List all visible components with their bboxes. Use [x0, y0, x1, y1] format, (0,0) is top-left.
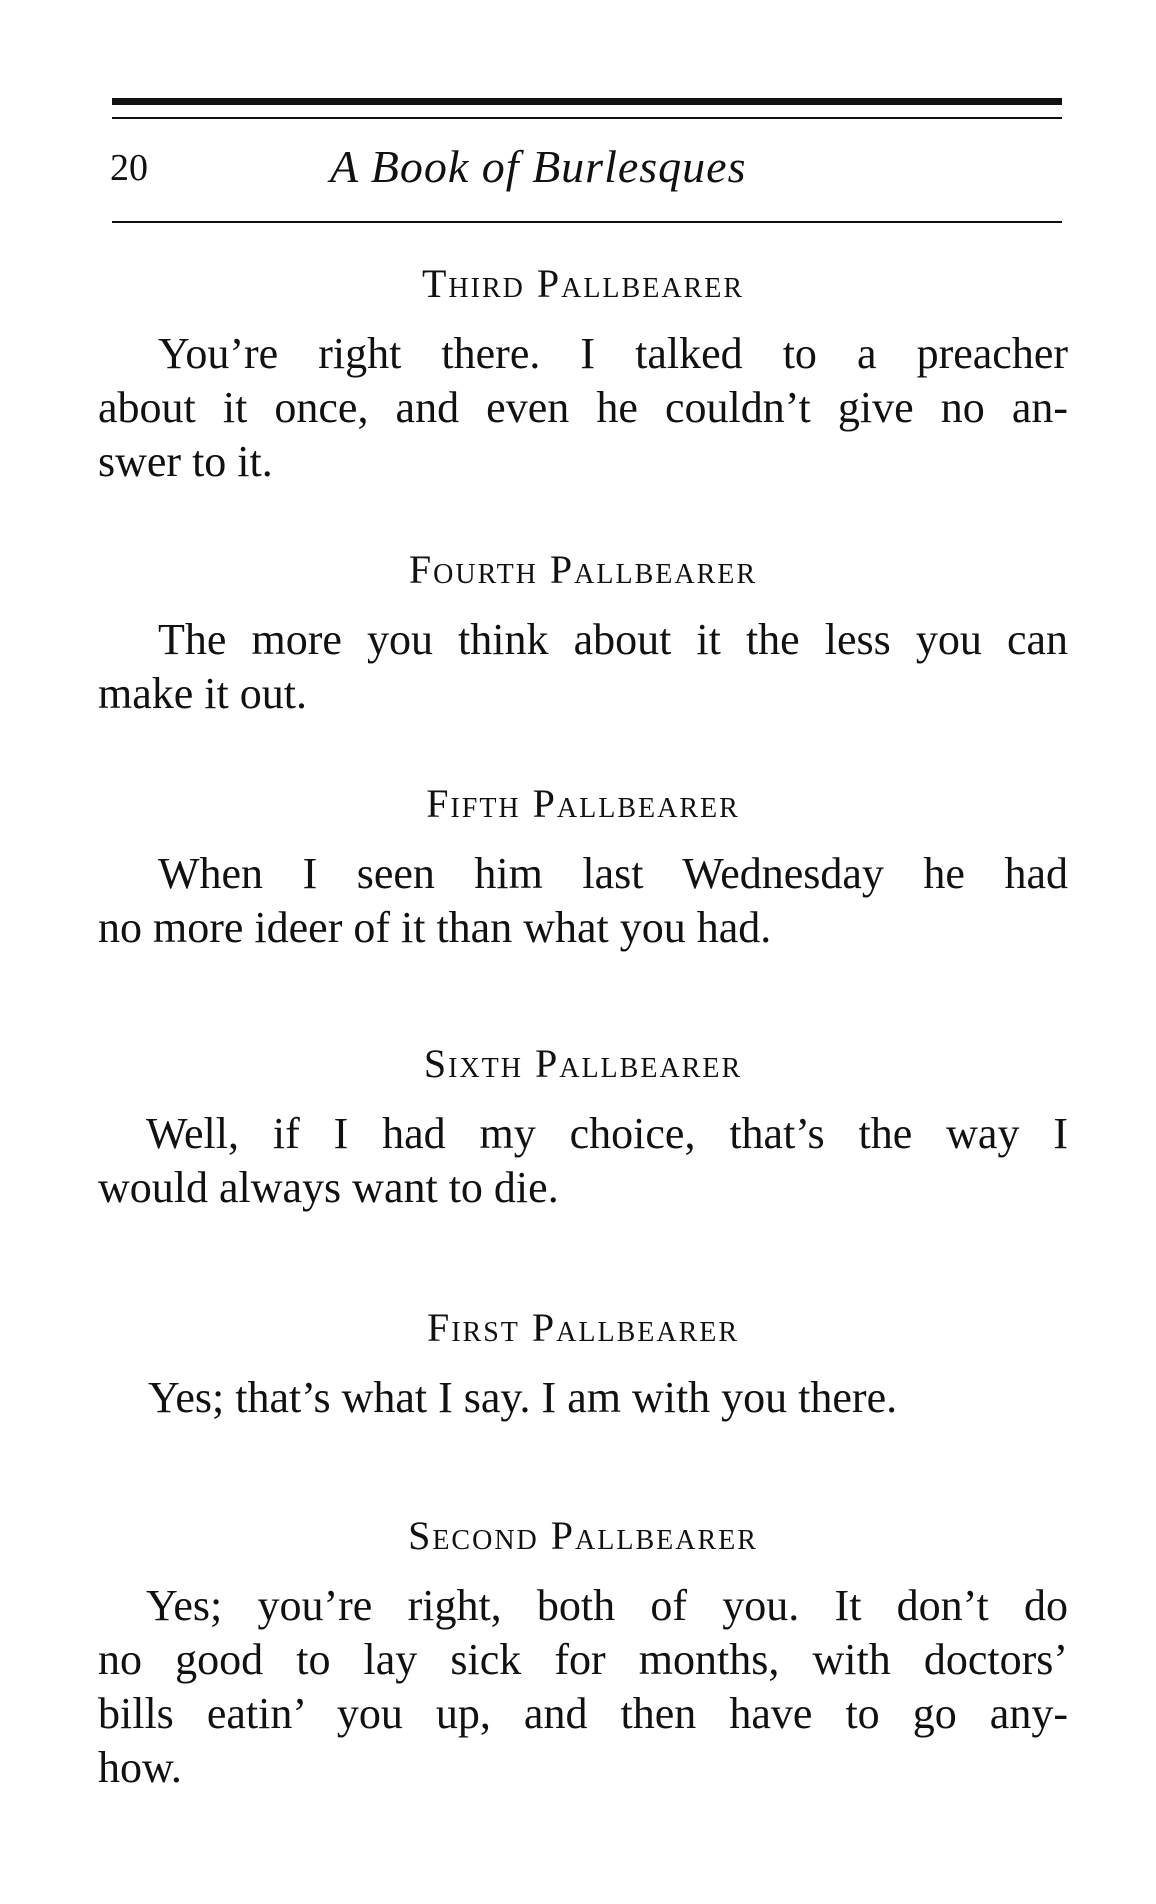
header-rule-bottom: [112, 221, 1062, 223]
header-rule-thick: [112, 98, 1062, 105]
speech-line: no more ideer of it than what you had.: [98, 903, 772, 952]
speech-line: The more you think about it the less you can: [158, 615, 1068, 664]
speaker-name: Fifth Pallbearer: [426, 781, 740, 826]
speech-line: When I seen him last Wednesday he had: [158, 849, 1068, 898]
speaker-name: First Pallbearer: [426, 1305, 740, 1350]
speech-line: You’re right there. I talked to a preacher: [158, 329, 1068, 378]
speech-line-text: about it once, and even he couldn’t give no an-: [98, 383, 1068, 432]
speech-line: make it out.: [98, 669, 307, 718]
speaker-name: Third Pallbearer: [421, 261, 744, 306]
speech-line: how.: [98, 1743, 182, 1792]
speech-line: Well, if I had my choice, that’s the way I: [146, 1109, 1068, 1158]
speaker-name: Fourth Pallbearer: [408, 547, 758, 592]
speech-block: [98, 780, 1068, 955]
speech-line: bills eatin’ you up, and then have to go any-: [98, 1689, 1068, 1738]
header-rule-thin: [112, 117, 1062, 119]
speech-block: [98, 260, 1068, 489]
book-title: A Book of Burlesques: [330, 141, 747, 192]
speech-block: [98, 546, 1068, 721]
speech-block: [98, 1512, 1068, 1795]
speech-line: no good to lay sick for months, with doctors’: [98, 1635, 1068, 1684]
speech-line: Yes; that’s what I say. I am with you there.: [148, 1373, 898, 1422]
speaker-name: Sixth Pallbearer: [423, 1041, 743, 1086]
speech-block: [98, 1040, 1068, 1215]
speaker-name: Second Pallbearer: [408, 1513, 758, 1558]
speech-line: Yes; you’re right, both of you. It don’t do: [146, 1581, 1068, 1630]
speech-line: [98, 381, 1068, 435]
speech-line: would always want to die.: [98, 1163, 559, 1212]
speech-line: swer to it.: [98, 437, 273, 486]
speech-block: [98, 1304, 1068, 1425]
running-head: [110, 140, 1070, 210]
page-number: 20: [110, 147, 148, 189]
